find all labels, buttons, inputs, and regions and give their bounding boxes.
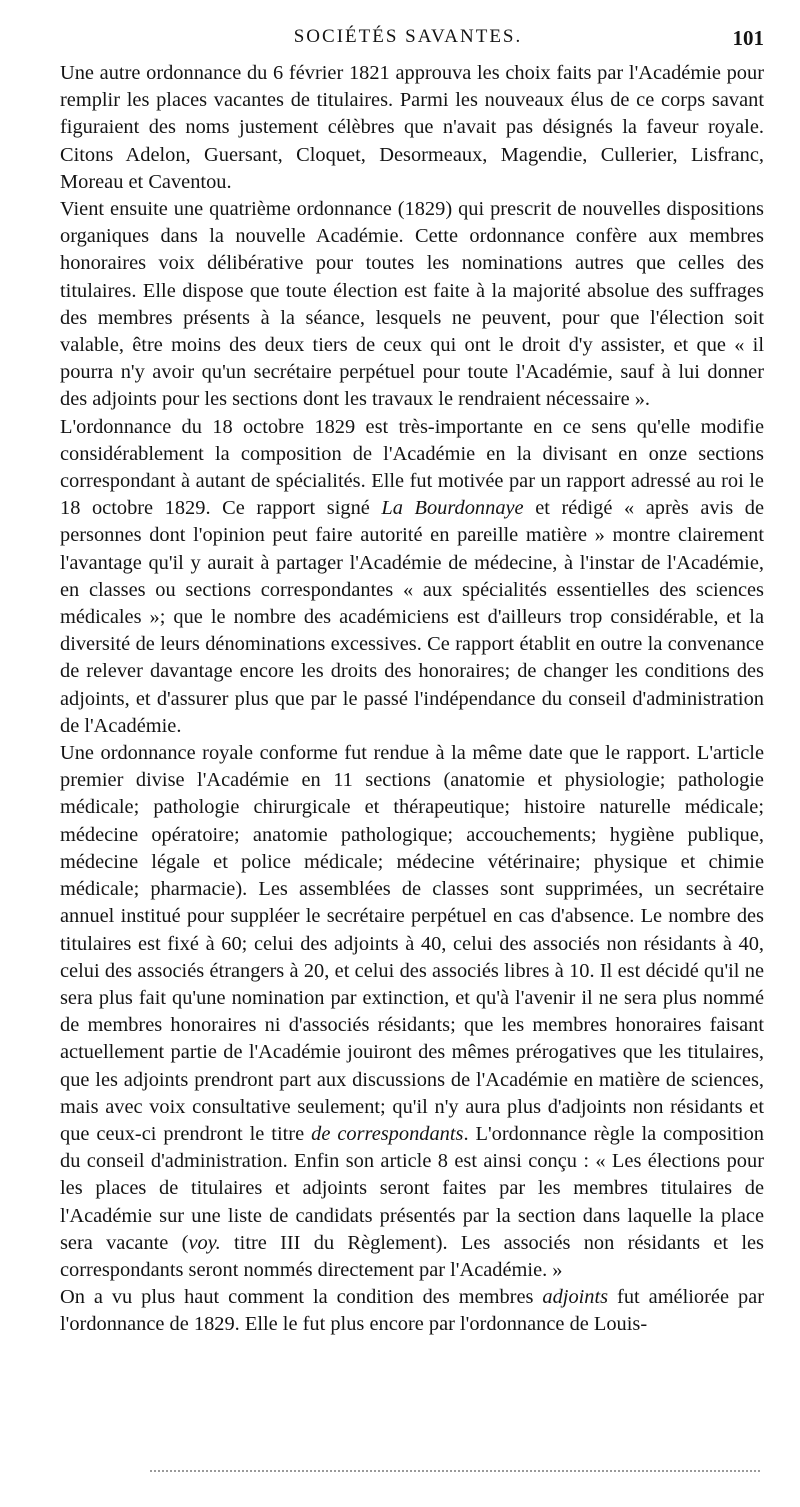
body-text (60, 60, 764, 1339)
bottom-rule (150, 1470, 760, 1472)
paragraph-1 (60, 60, 764, 196)
paragraph-2 (60, 196, 764, 414)
paragraph-4 (60, 740, 764, 1284)
paragraph-3-italic-name: La Bourdonnaye (381, 497, 524, 520)
paragraph-3 (60, 414, 764, 740)
paragraph-3-text-b: et rédigé « après avis de personnes dont l'opinion peut faire autorité en pareille matière » montre clairement l'avantage qu'il y aurait à partager l'Académie de médecine, à l'instar de l'Académie, en classes ou sections correspondantes « aux spécialités essentielles des sciences médicales »; que le nombre des académiciens est d'ailleurs trop considérable, et la diversité de leurs dénominations excessives. Ce rapport établit en outre la convenance de relever davantage encore les droits des honoraires; de changer les conditions des adjoints, et d'assurer plus que par le passé l'indépendance du conseil d'administration de l'Académie. (60, 497, 765, 737)
paragraph-2-text: Vient ensuite une quatrième ordonnance (1829) qui prescrit de nouvelles dispositions organiques dans la nouvelle Académie. Cette ordonnance confère aux membres honoraires voix délibérative pour toutes les nominations autres que celles des titulaires. Elle dispose que toute élection est faite à la majorité absolue des suffrages des membres présents à la séance, lesquels ne peuvent, pour que l'élection soit valable, être moins des deux tiers de ceux qui ont le droit d'y assister, et que « il pourra n'y avoir qu'un secrétaire perpétuel pour toute l'Académie, sauf à lui donner des adjoints pour les sections dont les travaux le rendraient nécessaire ». (60, 198, 764, 411)
paragraph-4-text-b: . L'ordonnance règle la composition du conseil d'administration. Enfin son article 8 est ainsi conçu : « Les élections pour les places de titulaires et adjoints seront faites par les membres titulaires de l'Académie sur une liste de candidats présentés par la section dans laquelle la place sera vacante ( (60, 1122, 764, 1254)
running-title: SOCIÉTÉS SAVANTES. (293, 26, 523, 47)
paragraph-4-text-a: Une ordonnance royale conforme fut rendue à la même date que le rapport. L'article premier divise l'Académie en 11 sections (anatomie et physiologie; pathologie médicale; pathologie chirurgicale et thérapeutique; histoire naturelle médicale; médecine opératoire; anatomie pathologique; accouchements; hygiène publique, médecine légale et police médicale; médecine vétérinaire; physique et chimie médicale; pharmacie). Les assemblées de classes sont supprimées, un secrétaire annuel institué pour suppléer le secrétaire perpétuel en cas d'absence. Le nombre des titulaires est fixé à 60; celui des adjoints à 40, celui des associés non résidants à 40, celui des associés étrangers à 20, et celui des associés libres à 10. Il est décidé qu'il ne sera plus fait qu'une nomination par extinction, et qu'à l'avenir il ne sera plus nommé de membres honoraires ni d'associés résidants; que les membres honoraires faisant actuellement partie de l'Académie jouiront des mêmes prérogatives que les titulaires, que les adjoints prendront part aux discussions de l'Académie en matière de sciences, mais avec voix consultative seulement; qu'il n'y aura plus d'adjoints non résidants et que ceux-ci prendront le titre (60, 742, 764, 1145)
paragraph-3-text-a: L'ordonnance du 18 octobre 1829 est très-importante en ce sens qu'elle modifie considérablement la composition de l'Académie en la divisant en onze sections correspondant à autant de spécialités. Elle fut motivée par un rapport adressé au roi le 18 octobre 1829. Ce rapport signé (60, 415, 764, 520)
paragraph-5-text-b: fut améliorée par l'ordonnance de 1829. Elle le fut plus encore par l'ordonnance de Louis- (60, 1286, 764, 1336)
paragraph-5 (60, 1284, 764, 1338)
paragraph-4-text-c: titre III du Règlement). Les associés non résidants et les correspondants seront nommés directement par l'Académie. » (60, 1231, 764, 1281)
paragraph-1-text: Une autre ordonnance du 6 février 1821 approuva les choix faits par l'Académie pour remplir les places vacantes de titulaires. Parmi les nouveaux élus de ce corps savant figuraient des noms justement célèbres que n'avait pas désignés la faveur royale. Citons Adelon, Guersant, Cloquet, Desormeaux, Magendie, Cullerier, Lisfranc, Moreau et Caventou. (60, 62, 764, 193)
paragraph-5-text-a: On a vu plus haut comment la condition des membres (60, 1286, 543, 1309)
paragraph-5-italic-adjoints: adjoints (542, 1286, 609, 1309)
paragraph-4-italic-title: de correspondants (311, 1122, 464, 1145)
paragraph-4-italic-voy: voy. (188, 1231, 221, 1254)
page-number: 101 (732, 26, 764, 50)
running-head (52, 26, 764, 56)
